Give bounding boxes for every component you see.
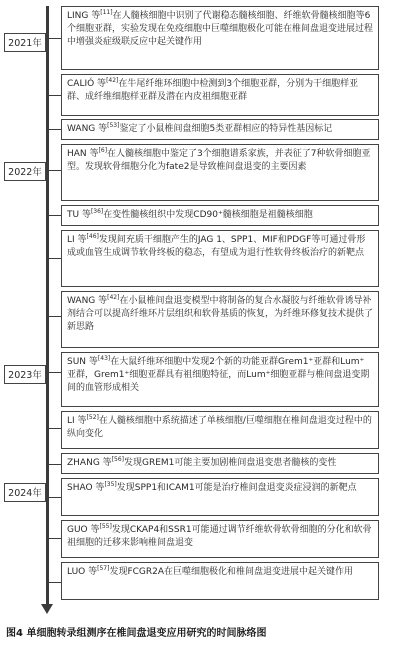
entry-author: GUO 等 — [67, 525, 100, 535]
timeline-entry — [61, 119, 379, 140]
entry-author: LUO 等 — [67, 567, 98, 577]
timeline-axis — [46, 6, 49, 608]
year-label-2024: 2024年 — [4, 483, 46, 502]
entry-ref: [11] — [100, 9, 113, 16]
timeline-entry — [61, 230, 379, 287]
entry-text: 在人髓核细胞中系统描述了单核细胞/巨噬细胞在椎间盘退变过程中的纵向变化 — [67, 416, 372, 440]
entry-author: LI 等 — [67, 235, 87, 245]
entry-text: 在大鼠纤维环细胞中发现2个新的功能亚群Grem1⁺亚群和Lum⁺亚群，Grem1⁺细胞亚群具有祖细胞特征，而Lum⁺细胞亚群与椎间盘退变期间的血管形成相关 — [67, 357, 370, 394]
year-label-2023: 2023年 — [4, 365, 46, 384]
entry-author: LING 等 — [67, 11, 101, 21]
entry-text: 发现SPP1和ICAM1可能是治疗椎间盘退变炎症浸润的新靶点 — [116, 483, 357, 493]
entry-author: SUN 等 — [67, 357, 98, 367]
entry-ref: [42] — [106, 77, 119, 84]
timeline-entry — [61, 352, 379, 407]
entry-author: HAN 等 — [67, 149, 99, 159]
entry-author: CALIÓ 等 — [67, 79, 107, 89]
connector — [48, 538, 61, 539]
entry-ref: [35] — [104, 481, 117, 488]
entry-ref: [52] — [86, 414, 99, 421]
connector — [48, 497, 61, 498]
year-label-2022: 2022年 — [4, 162, 46, 181]
entry-text: 鉴定了小鼠椎间盘细胞5类亚群相应的特异性基因标记 — [119, 124, 333, 134]
entry-text: 在人髓核细胞中识别了代谢稳态髓核细胞、纤维软骨髓核细胞等6个细胞亚群，实验发现在免疫细胞中巨噬细胞极化可能在椎间盘退变进展过程中增强炎症级联反应中起关键作用 — [67, 11, 374, 48]
connector — [48, 170, 61, 171]
entry-text: 发现FCGR2A在巨噬细胞极化和椎间盘退变进展中起关键作用 — [109, 567, 354, 577]
entry-text: 发现CKAP4和SSR1可能通过调节纤维软骨软骨细胞的分化和软骨祖细胞的迁移来影响椎间盘退变 — [67, 525, 372, 549]
timeline-arrow-icon — [41, 604, 53, 614]
entry-ref: [42] — [107, 294, 120, 301]
timeline-entry — [61, 562, 379, 600]
connector — [48, 95, 61, 96]
connector — [48, 464, 61, 465]
entry-text: 发现间充质干细胞产生的JAG 1、SPP1、MIF和PDGF等可通过骨形成或血管生成调节软骨终板的稳态，有望成为退行性软骨终板治疗的新靶点 — [67, 235, 366, 259]
entry-author: WANG 等 — [67, 296, 108, 306]
entry-author: WANG 等 — [67, 124, 108, 134]
entry-text: 在变性髓核组织中发现CD90⁺髓核细胞是祖髓核细胞 — [103, 210, 313, 220]
year-label-2021: 2021年 — [4, 33, 46, 52]
connector — [48, 428, 61, 429]
entry-text: 在人髓核细胞中鉴定了3个细胞谱系家族，并表征了7种软骨细胞亚型。发现软骨细胞分化为fate2是导致椎间盘退变的主要因素 — [67, 149, 371, 173]
connector — [48, 215, 61, 216]
entry-text: 在牛尾纤维环细胞中检测到3个细胞亚群，分别为干细胞样亚群、成纤维细胞样亚群及潜在内皮祖细胞亚群 — [67, 79, 359, 103]
entry-author: TU 等 — [67, 210, 91, 220]
entry-ref: [6] — [98, 147, 108, 154]
entry-ref: [53] — [107, 122, 120, 129]
connector — [48, 316, 61, 317]
entry-ref: [56] — [111, 456, 124, 463]
entry-ref: [57] — [97, 565, 110, 572]
timeline-entry — [61, 453, 379, 474]
connector — [48, 258, 61, 259]
entry-author: LI 等 — [67, 416, 87, 426]
timeline-entry — [61, 478, 379, 516]
connector — [48, 372, 61, 373]
entry-author: ZHANG 等 — [67, 458, 112, 468]
entry-text: 在小鼠椎间盘退变模型中将制备的复合水凝胶与纤维软骨诱导补剂结合可以提高纤维环片层组织和软骨基质的恢复，为纤维环修复技术提供了新思路 — [67, 296, 374, 333]
entry-text: 发现GREM1可能主要加剧椎间盘退变患者髓核的变性 — [124, 458, 337, 468]
timeline-entry — [61, 291, 379, 348]
connector — [48, 129, 61, 130]
timeline-entry — [61, 205, 379, 226]
timeline-entry — [61, 520, 379, 558]
connector — [48, 582, 61, 583]
timeline-entry — [61, 411, 379, 449]
timeline-entry — [61, 6, 379, 70]
entry-author: SHAO 等 — [67, 483, 105, 493]
entry-ref: [46] — [86, 233, 99, 240]
figure-caption: 图4 单细胞转录组测序在椎间盘退变应用研究的时间脉络图 — [6, 628, 267, 639]
timeline-entry — [61, 74, 379, 116]
entry-ref: [55] — [99, 523, 112, 530]
entry-ref: [43] — [97, 355, 111, 362]
entry-ref: [36] — [90, 208, 104, 215]
timeline-entry — [61, 144, 379, 201]
connector — [48, 38, 61, 39]
